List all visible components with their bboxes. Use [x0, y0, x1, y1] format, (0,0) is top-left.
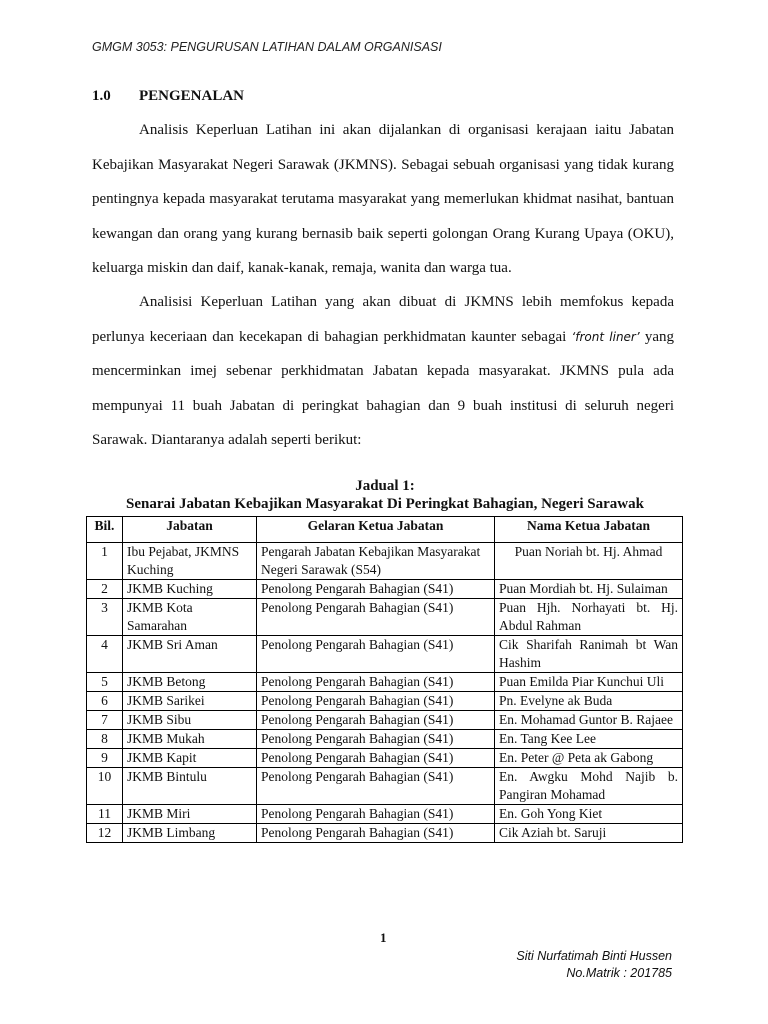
cell-gelaran: Penolong Pengarah Bahagian (S41)	[257, 749, 495, 768]
running-header: GMGM 3053: PENGURUSAN LATIHAN DALAM ORGANISASI	[92, 40, 442, 54]
cell-jabatan: JKMB Sri Aman	[123, 636, 257, 673]
cell-nama: En. Peter @ Peta ak Gabong	[495, 749, 683, 768]
table-row	[87, 824, 683, 843]
cell-jabatan: JKMB Miri	[123, 805, 257, 824]
cell-bil: 6	[87, 692, 123, 711]
cell-gelaran: Penolong Pengarah Bahagian (S41)	[257, 692, 495, 711]
cell-jabatan: JKMB Limbang	[123, 824, 257, 843]
table-row	[87, 749, 683, 768]
cell-nama: En. Mohamad Guntor B. Rajaee	[495, 711, 683, 730]
cell-jabatan: JKMB Kota Samarahan	[123, 599, 257, 636]
table-row	[87, 580, 683, 599]
cell-bil: 1	[87, 543, 123, 580]
header-bil: Bil.	[87, 517, 123, 543]
cell-gelaran: Penolong Pengarah Bahagian (S41)	[257, 599, 495, 636]
table-caption-title: Senarai Jabatan Kebajikan Masyarakat Di Peringkat Bahagian, Negeri Sarawak	[126, 496, 644, 512]
paragraph-2-before: Analisisi Keperluan Latihan yang akan dibuat di JKMNS lebih memfokus kepada perlunya keceriaan dan kecekapan di bahagian perkhidmatan kaunter sebagai	[92, 294, 674, 345]
cell-bil: 2	[87, 580, 123, 599]
table-row	[87, 805, 683, 824]
cell-nama: Cik Aziah bt. Saruji	[495, 824, 683, 843]
cell-bil: 7	[87, 711, 123, 730]
cell-gelaran: Pengarah Jabatan Kebajikan Masyarakat Negeri Sarawak (S54)	[257, 543, 495, 580]
paragraph-2	[92, 285, 674, 458]
cell-gelaran: Penolong Pengarah Bahagian (S41)	[257, 636, 495, 673]
cell-bil: 3	[87, 599, 123, 636]
cell-gelaran: Penolong Pengarah Bahagian (S41)	[257, 580, 495, 599]
cell-bil: 9	[87, 749, 123, 768]
cell-nama: Puan Noriah bt. Hj. Ahmad	[495, 543, 683, 580]
cell-jabatan: JKMB Sarikei	[123, 692, 257, 711]
section-heading	[92, 88, 244, 105]
page-number: 1	[380, 930, 387, 945]
cell-gelaran: Penolong Pengarah Bahagian (S41)	[257, 824, 495, 843]
section-number: 1.0	[92, 88, 111, 104]
table-row	[87, 543, 683, 580]
cell-nama: En. Goh Yong Kiet	[495, 805, 683, 824]
cell-nama: Puan Hjh. Norhayati bt. Hj. Abdul Rahman	[495, 599, 683, 636]
cell-jabatan: JKMB Kapit	[123, 749, 257, 768]
cell-jabatan: JKMB Betong	[123, 673, 257, 692]
cell-gelaran: Penolong Pengarah Bahagian (S41)	[257, 768, 495, 805]
cell-jabatan: Ibu Pejabat, JKMNS Kuching	[123, 543, 257, 580]
table-row	[87, 692, 683, 711]
table-caption-label: Jadual 1:	[355, 478, 415, 494]
cell-gelaran: Penolong Pengarah Bahagian (S41)	[257, 711, 495, 730]
table-row	[87, 599, 683, 636]
cell-bil: 11	[87, 805, 123, 824]
header-jabatan: Jabatan	[123, 517, 257, 543]
cell-jabatan: JKMB Kuching	[123, 580, 257, 599]
author-name: Siti Nurfatimah Binti Hussen	[516, 949, 672, 963]
table-row	[87, 711, 683, 730]
cell-nama: En. Awgku Mohd Najib b. Pangiran Mohamad	[495, 768, 683, 805]
table-row	[87, 730, 683, 749]
jabatan-table	[86, 516, 683, 843]
cell-nama: Pn. Evelyne ak Buda	[495, 692, 683, 711]
header-gelaran: Gelaran Ketua Jabatan	[257, 517, 495, 543]
paragraph-1	[92, 113, 674, 286]
header-nama: Nama Ketua Jabatan	[495, 517, 683, 543]
cell-jabatan: JKMB Sibu	[123, 711, 257, 730]
cell-nama: Cik Sharifah Ranimah bt Wan Hashim	[495, 636, 683, 673]
table-row	[87, 636, 683, 673]
cell-gelaran: Penolong Pengarah Bahagian (S41)	[257, 730, 495, 749]
cell-nama: En. Tang Kee Lee	[495, 730, 683, 749]
table-row	[87, 768, 683, 805]
cell-bil: 12	[87, 824, 123, 843]
cell-nama: Puan Emilda Piar Kunchui Uli	[495, 673, 683, 692]
section-title: PENGENALAN	[139, 88, 245, 104]
cell-gelaran: Penolong Pengarah Bahagian (S41)	[257, 673, 495, 692]
cell-bil: 5	[87, 673, 123, 692]
cell-jabatan: JKMB Bintulu	[123, 768, 257, 805]
cell-gelaran: Penolong Pengarah Bahagian (S41)	[257, 805, 495, 824]
cell-nama: Puan Mordiah bt. Hj. Sulaiman	[495, 580, 683, 599]
front-liner-term: ‘front liner’	[571, 329, 640, 344]
cell-jabatan: JKMB Mukah	[123, 730, 257, 749]
table-header-row	[87, 517, 683, 543]
paragraph-1-text: Analisis Keperluan Latihan ini akan dijalankan di organisasi kerajaan iaitu Jabatan Kebajikan Masyarakat Negeri Sarawak (JKMNS). Sebagai sebuah organisasi yang tidak kurang pentingnya kepada masyarakat terutama masyarakat yang memerlukan khidmat nasihat, bantuan kewangan dan orang yang kurang bernasib baik seperti golongan Orang Kurang Upaya (OKU), keluarga miskin dan daif, kanak-kanak, remaja, wanita dan warga tua.	[92, 122, 674, 276]
cell-bil: 8	[87, 730, 123, 749]
cell-bil: 10	[87, 768, 123, 805]
author-block	[516, 948, 672, 982]
cell-bil: 4	[87, 636, 123, 673]
paragraph-2-after: yang mencerminkan imej sebenar perkhidmatan Jabatan kepada masyarakat. JKMNS pula ada mempunyai 11 buah Jabatan di peringkat bahagian dan 9 buah institusi di seluruh negeri Sarawak. Diantaranya adalah seperti berikut:	[92, 328, 675, 448]
table-row	[87, 673, 683, 692]
author-matric: No.Matrik : 201785	[566, 966, 672, 980]
